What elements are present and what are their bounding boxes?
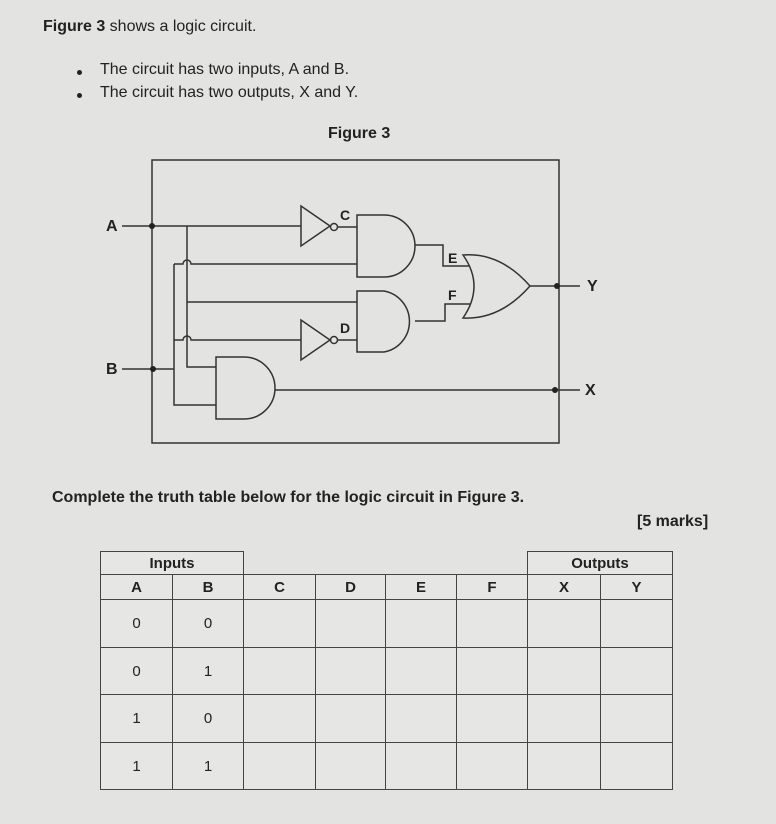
table-cell-answer[interactable] <box>243 694 316 743</box>
column-header-x: X <box>527 574 601 600</box>
table-cell-answer[interactable] <box>600 647 673 695</box>
table-cell-answer[interactable] <box>385 599 457 648</box>
column-header-a: A <box>100 574 173 600</box>
junction-y <box>554 283 560 289</box>
table-cell-answer[interactable] <box>527 599 601 648</box>
table-cell-answer[interactable] <box>600 742 673 790</box>
table-cell-input: 0 <box>172 599 244 648</box>
not-gate-c <box>301 206 330 246</box>
table-cell-input: 0 <box>100 599 173 648</box>
question-figure-ref: Figure 3 <box>457 489 520 506</box>
table-cell-answer[interactable] <box>243 599 316 648</box>
table-cell-answer[interactable] <box>315 647 386 695</box>
and-gate-1 <box>357 215 415 277</box>
figure-title: Figure 3 <box>328 125 391 142</box>
table-cell-input: 1 <box>100 694 173 743</box>
inputs-header: Inputs <box>100 551 244 575</box>
table-cell-answer[interactable] <box>456 694 528 743</box>
junction-x <box>552 387 558 393</box>
wire-e <box>415 245 470 266</box>
and-gate-2 <box>357 291 409 352</box>
table-cell-answer[interactable] <box>600 694 673 743</box>
table-cell-answer[interactable] <box>315 742 386 790</box>
bullet-item: The circuit has two inputs, A and B. <box>100 61 350 78</box>
label-f: F <box>448 287 457 303</box>
table-cell-answer[interactable] <box>243 742 316 790</box>
label-y: Y <box>587 278 598 295</box>
table-cell-answer[interactable] <box>315 694 386 743</box>
table-cell-answer[interactable] <box>385 647 457 695</box>
not-bubble-d <box>331 337 338 344</box>
table-cell-input: 1 <box>172 647 244 695</box>
label-e: E <box>448 250 458 266</box>
wire-b-trunk <box>174 264 216 405</box>
table-cell-answer[interactable] <box>385 742 457 790</box>
junction-a <box>149 223 155 229</box>
or-gate <box>463 255 530 318</box>
table-cell-answer[interactable] <box>243 647 316 695</box>
intro-body: shows a logic circuit. <box>105 18 257 35</box>
question-body: Complete the truth table below for the logic circuit in <box>52 489 458 506</box>
and-gate-3 <box>216 357 275 419</box>
table-cell-answer[interactable] <box>600 599 673 648</box>
not-bubble-c <box>331 224 338 231</box>
table-cell-answer[interactable] <box>385 694 457 743</box>
wire-b-to-and1 <box>174 260 357 264</box>
wire-a-trunk <box>187 226 216 367</box>
table-cell-answer[interactable] <box>456 742 528 790</box>
label-c: C <box>340 207 351 223</box>
table-cell-input: 1 <box>172 742 244 790</box>
label-d: D <box>340 320 351 336</box>
marks-label: [5 marks] <box>637 513 709 530</box>
table-cell-answer[interactable] <box>527 647 601 695</box>
label-b: B <box>106 361 118 378</box>
wire-b-to-not-d <box>174 336 301 340</box>
table-cell-answer[interactable] <box>456 647 528 695</box>
question-end: . <box>519 489 525 506</box>
label-a: A <box>106 218 118 235</box>
question-text <box>52 489 524 507</box>
table-cell-input: 0 <box>100 647 173 695</box>
column-header-c: C <box>243 574 316 600</box>
column-header-e: E <box>385 574 457 600</box>
table-cell-answer[interactable] <box>527 694 601 743</box>
table-cell-answer[interactable] <box>456 599 528 648</box>
column-header-b: B <box>172 574 244 600</box>
table-cell-answer[interactable] <box>315 599 386 648</box>
bullet-item: The circuit has two outputs, X and Y. <box>100 84 359 101</box>
column-header-f: F <box>456 574 528 600</box>
table-cell-input: 0 <box>172 694 244 743</box>
table-cell-input: 1 <box>100 742 173 790</box>
wire-f <box>415 304 470 321</box>
table-cell-answer[interactable] <box>527 742 601 790</box>
outputs-header: Outputs <box>527 551 673 575</box>
junction-b <box>150 366 156 372</box>
not-gate-d <box>301 320 330 360</box>
column-header-y: Y <box>600 574 673 600</box>
column-header-d: D <box>315 574 386 600</box>
label-x: X <box>585 382 596 399</box>
figure-ref: Figure 3 <box>43 18 106 35</box>
